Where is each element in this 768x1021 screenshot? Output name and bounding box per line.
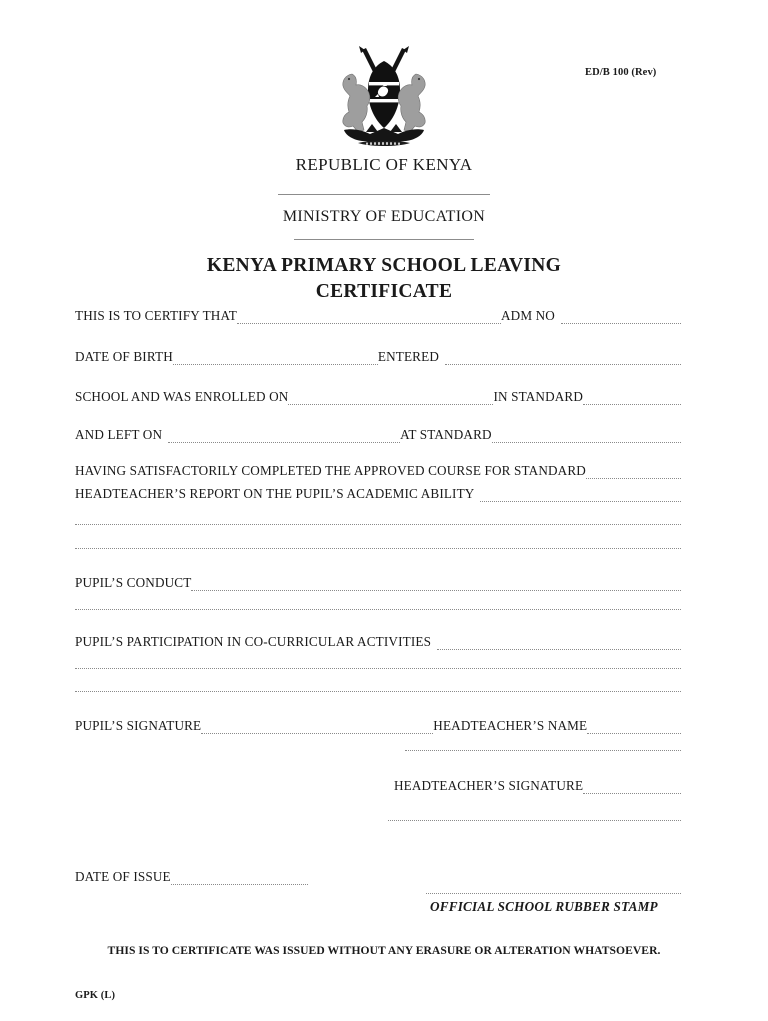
input-pupil-conduct[interactable] [191,579,681,591]
label-date-of-birth: DATE OF BIRTH [75,349,173,364]
row-left-on [75,427,681,443]
label-in-standard: IN STANDARD [493,389,584,404]
row-co-curricular [75,634,681,650]
input-left-on[interactable] [168,431,400,443]
row-date-of-issue [75,869,308,885]
label-academic-ability: HEADTEACHER’S REPORT ON THE PUPIL’S ACADEMIC ABILITY [75,486,475,501]
label-headteacher-signature: HEADTEACHER’S SIGNATURE [394,778,584,793]
row-pupil-conduct [75,575,681,591]
input-academic-ability[interactable] [480,490,681,502]
input-adm-no[interactable] [561,312,681,324]
input-in-standard[interactable] [583,393,681,405]
input-academic-ability-line-3[interactable] [75,548,681,549]
input-at-standard[interactable] [492,431,681,443]
input-rubber-stamp-area[interactable] [426,893,681,894]
label-certify-that: THIS IS TO CERTIFY THAT [75,308,237,323]
label-and-left-on: AND LEFT ON [75,427,163,442]
footer-erasure-note: THIS IS TO CERTIFICATE WAS ISSUED WITHOUT ANY ERASURE OR ALTERATION WHATSOEVER. [107,944,661,957]
row-academic-ability [75,486,681,502]
input-headteacher-signature-line-2[interactable] [388,820,681,821]
input-headteacher-name-line-2[interactable] [405,750,681,751]
input-pupil-signature[interactable] [201,722,433,734]
input-date-of-birth[interactable] [173,353,378,365]
label-adm-no: ADM NO [500,308,555,323]
input-completed-standard[interactable] [586,467,681,479]
row-date-of-birth [75,349,681,365]
row-signatures [75,718,681,734]
footer-printer-code: GPK (L) [75,990,116,1001]
form-code-label: ED/B 100 (Rev) [585,67,657,78]
label-co-curricular: PUPIL’S PARTICIPATION IN CO-CURRICULAR ACTIVITIES [75,634,432,649]
label-official-school-rubber-stamp: OFFICIAL SCHOOL RUBBER STAMP [430,899,658,914]
label-completed-course: HAVING SATISFACTORILY COMPLETED THE APPROVED COURSE FOR STANDARD [75,463,586,478]
input-co-curricular[interactable] [437,638,681,650]
certificate-title-line-2: CERTIFICATE [315,280,453,302]
row-headteacher-signature [394,778,681,794]
input-co-curricular-line-2[interactable] [75,668,681,669]
input-headteacher-name[interactable] [587,722,681,734]
row-school-enrolled [75,389,681,405]
label-entered: ENTERED [377,349,439,364]
certificate-title-line-1: KENYA PRIMARY SCHOOL LEAVING [206,255,562,276]
input-co-curricular-line-3[interactable] [75,691,681,692]
label-pupil-signature: PUPIL’S SIGNATURE [75,718,202,733]
label-pupil-conduct: PUPIL’S CONDUCT [75,575,192,590]
input-academic-ability-line-2[interactable] [75,524,681,525]
label-at-standard: AT STANDARD [400,427,492,442]
input-date-of-issue[interactable] [171,873,308,885]
input-entered[interactable] [445,353,681,365]
input-pupil-name[interactable] [237,312,501,324]
heading-ministry-of-education: MINISTRY OF EDUCATION [282,208,486,225]
heading-republic-of-kenya: REPUBLIC OF KENYA [295,155,473,174]
row-certify-that [75,308,681,324]
row-completed-course [75,463,681,479]
label-headteacher-name: HEADTEACHER’S NAME [433,718,588,733]
input-pupil-conduct-line-2[interactable] [75,609,681,610]
input-enrolled-on[interactable] [288,393,493,405]
label-school-enrolled-on: SCHOOL AND WAS ENROLLED ON [75,389,289,404]
input-headteacher-signature[interactable] [583,782,681,794]
label-date-of-issue: DATE OF ISSUE [75,869,171,884]
